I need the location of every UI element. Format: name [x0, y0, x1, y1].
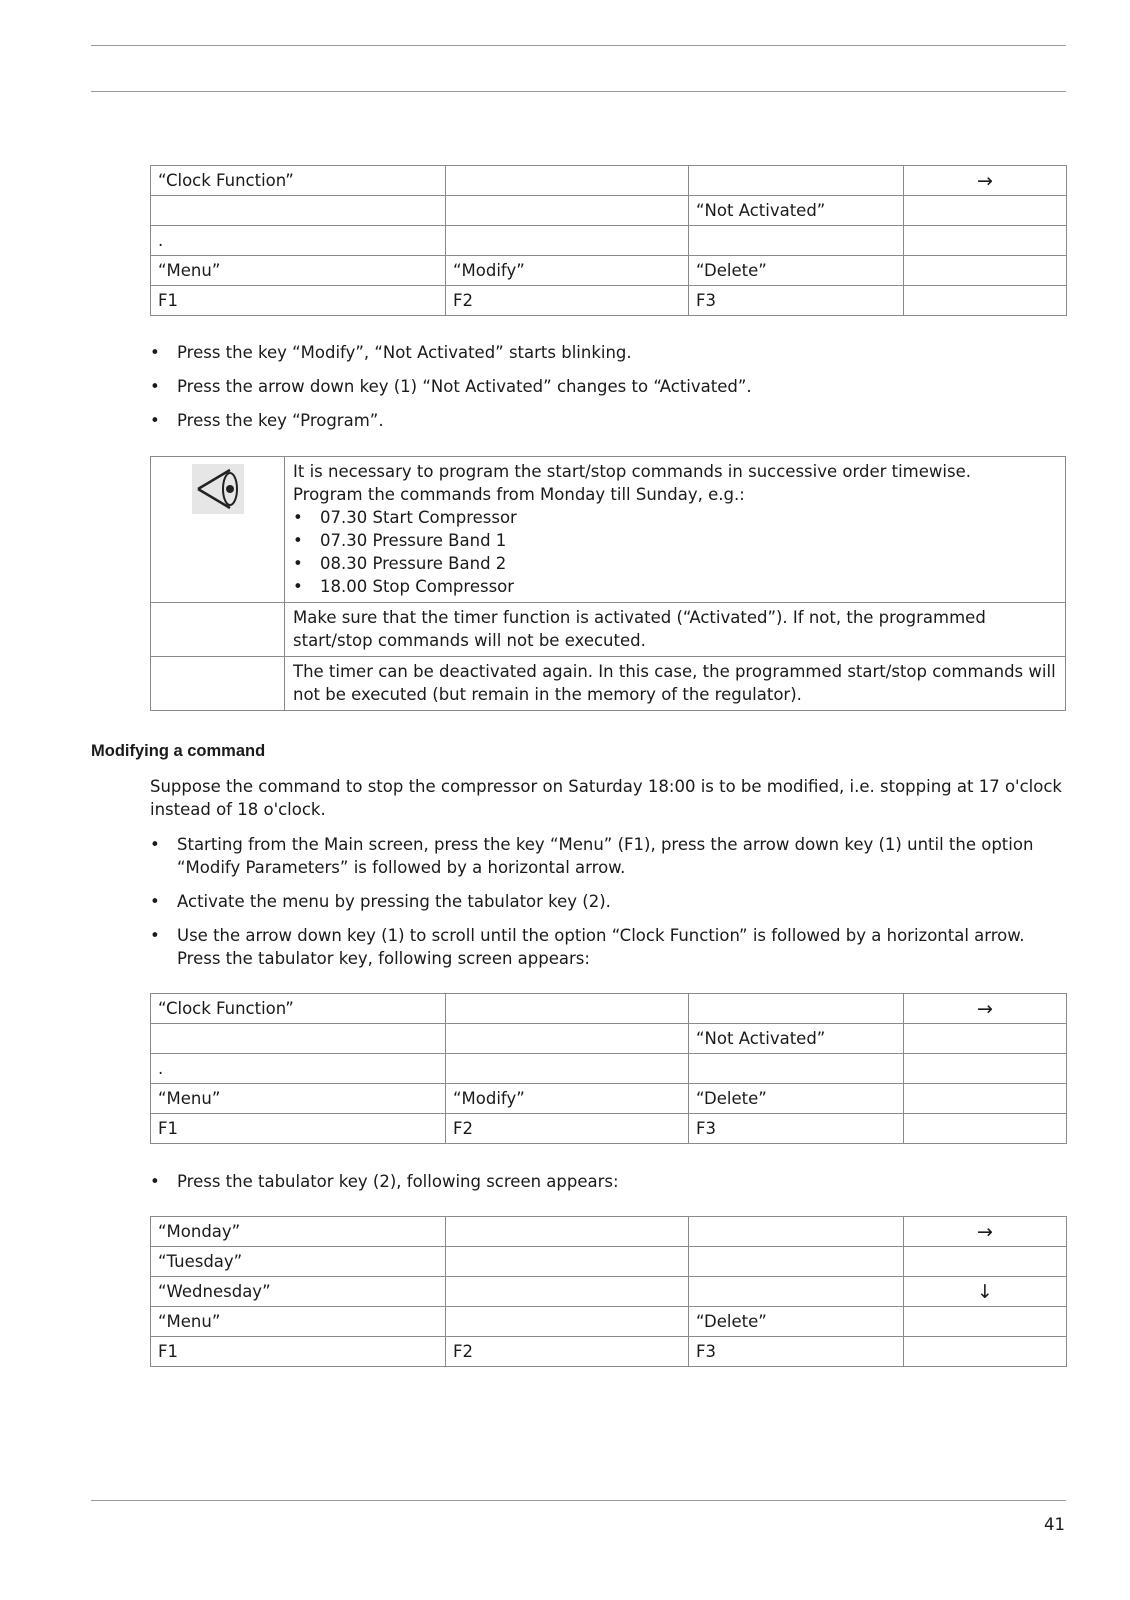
note-box	[150, 456, 1066, 711]
note-empty-cell	[151, 657, 285, 711]
screen-cell: F2	[446, 1337, 689, 1367]
screen-row	[151, 994, 1067, 1024]
list-item: • Press the key “Program”.	[150, 409, 1066, 432]
screen-cell: “Menu”	[151, 256, 446, 286]
screen-cell	[689, 1054, 904, 1084]
display-screen-2	[150, 993, 1067, 1144]
screen-row	[151, 1337, 1067, 1367]
screen-cell	[446, 1024, 689, 1054]
screen-cell	[446, 1217, 689, 1247]
screen-cell: “Delete”	[689, 1307, 904, 1337]
list-item: • Press the key “Modify”, “Not Activated” starts blinking.	[150, 341, 1066, 364]
screen-cell: F3	[689, 286, 904, 316]
screen-cell	[904, 1247, 1067, 1277]
screen-row	[151, 1247, 1067, 1277]
screen-cell	[689, 166, 904, 196]
screen-row	[151, 1277, 1067, 1307]
screen-cell: “Not Activated”	[689, 196, 904, 226]
screen-cell: “Delete”	[689, 1084, 904, 1114]
page-number: 41	[1044, 1515, 1065, 1534]
screen-cell	[904, 1054, 1067, 1084]
screen-cell	[689, 994, 904, 1024]
screen-cell	[446, 226, 689, 256]
arrow-right-icon: →	[904, 166, 1067, 196]
footer-rule	[91, 1500, 1066, 1501]
screen-cell	[151, 1024, 446, 1054]
screen-cell: “Modify”	[446, 1084, 689, 1114]
list-item: • Activate the menu by pressing the tabulator key (2).	[150, 890, 1070, 913]
screen-cell	[689, 1277, 904, 1307]
screen-cell: “Menu”	[151, 1084, 446, 1114]
screen-cell: “Monday”	[151, 1217, 446, 1247]
arrow-right-icon: →	[904, 994, 1067, 1024]
list-item: • Press the tabulator key (2), following screen appears:	[150, 1170, 1066, 1193]
screen-cell	[689, 1217, 904, 1247]
screen-cell	[904, 1024, 1067, 1054]
section-heading: Modifying a command	[91, 742, 266, 760]
screen-cell	[151, 196, 446, 226]
screen-cell	[904, 1337, 1067, 1367]
list-item: • Press the arrow down key (1) “Not Activated” changes to “Activated”.	[150, 375, 1066, 398]
screen-cell	[446, 166, 689, 196]
bullet-list-3	[150, 1170, 1066, 1193]
screen-cell	[446, 1054, 689, 1084]
screen-cell: F3	[689, 1114, 904, 1144]
bullet-list-1	[150, 341, 1066, 432]
intro-paragraph: Suppose the command to stop the compressor on Saturday 18:00 is to be modified, i.e. stopping at 17 o'clock instead of 18 o'clock.	[150, 777, 1062, 819]
screen-row	[151, 166, 1067, 196]
screen-cell: F1	[151, 286, 446, 316]
list-item: • 07.30 Pressure Band 1	[293, 529, 1059, 552]
screen-cell	[446, 1277, 689, 1307]
note-icon-cell	[151, 457, 285, 603]
list-item: • Use the arrow down key (1) to scroll until the option “Clock Function” is followed by a horizontal arrow. Press the tabulator key, following screen appears:	[150, 924, 1070, 970]
screen-cell: “Clock Function”	[151, 994, 446, 1024]
screen-row	[151, 1024, 1067, 1054]
screen-row	[151, 1054, 1067, 1084]
screen-row	[151, 1307, 1067, 1337]
screen-cell	[446, 1307, 689, 1337]
screen-cell	[904, 196, 1067, 226]
list-item: • 07.30 Start Compressor	[293, 506, 1059, 529]
bullet-list-2	[150, 833, 1070, 970]
screen-cell	[689, 1247, 904, 1277]
eye-icon	[192, 464, 244, 514]
note-deactivation-text: The timer can be deactivated again. In this case, the programmed start/stop commands will not be executed (but remain in the memory of the regulator).	[285, 657, 1066, 711]
screen-row	[151, 1084, 1067, 1114]
screen-cell: F2	[446, 1114, 689, 1144]
screen-cell	[904, 226, 1067, 256]
screen-cell: “Wednesday”	[151, 1277, 446, 1307]
screen-cell: “Clock Function”	[151, 166, 446, 196]
note-empty-cell	[151, 603, 285, 657]
screen-cell	[446, 196, 689, 226]
screen-row	[151, 226, 1067, 256]
screen-cell	[904, 1114, 1067, 1144]
note-text	[285, 457, 1066, 603]
screen-cell	[904, 256, 1067, 286]
list-item: • 18.00 Stop Compressor	[293, 575, 1059, 598]
screen-cell: F1	[151, 1114, 446, 1144]
screen-cell: F1	[151, 1337, 446, 1367]
arrow-right-icon: →	[904, 1217, 1067, 1247]
header-rule-bottom	[91, 91, 1066, 92]
screen-cell	[904, 286, 1067, 316]
screen-cell: “Modify”	[446, 256, 689, 286]
display-screen-1	[150, 165, 1067, 316]
screen-cell: “Menu”	[151, 1307, 446, 1337]
note-intro-line1: It is necessary to program the start/stop commands in successive order timewise.	[293, 462, 971, 481]
screen-cell	[446, 994, 689, 1024]
header-rule-top	[91, 45, 1066, 46]
list-item: • Starting from the Main screen, press the key “Menu” (F1), press the arrow down key (1) until the option “Modify Parameters” is followed by a horizontal arrow.	[150, 833, 1070, 879]
list-item: • 08.30 Pressure Band 2	[293, 552, 1059, 575]
screen-cell: “Not Activated”	[689, 1024, 904, 1054]
display-screen-3	[150, 1216, 1067, 1367]
screen-cell	[904, 1307, 1067, 1337]
screen-cell: F2	[446, 286, 689, 316]
screen-row	[151, 1114, 1067, 1144]
screen-row	[151, 286, 1067, 316]
screen-cell	[904, 1084, 1067, 1114]
note-example-list	[293, 506, 1059, 598]
note-intro-line2: Program the commands from Monday till Sunday, e.g.:	[293, 485, 745, 504]
arrow-down-icon: ↓	[904, 1277, 1067, 1307]
screen-cell	[446, 1247, 689, 1277]
screen-cell: .	[151, 1054, 446, 1084]
screen-cell: “Delete”	[689, 256, 904, 286]
screen-row	[151, 196, 1067, 226]
screen-row	[151, 1217, 1067, 1247]
screen-cell: .	[151, 226, 446, 256]
screen-cell: F3	[689, 1337, 904, 1367]
screen-row	[151, 256, 1067, 286]
screen-cell: “Tuesday”	[151, 1247, 446, 1277]
screen-cell	[689, 226, 904, 256]
note-activation-text: Make sure that the timer function is activated (“Activated”). If not, the programmed start/stop commands will not be executed.	[285, 603, 1066, 657]
